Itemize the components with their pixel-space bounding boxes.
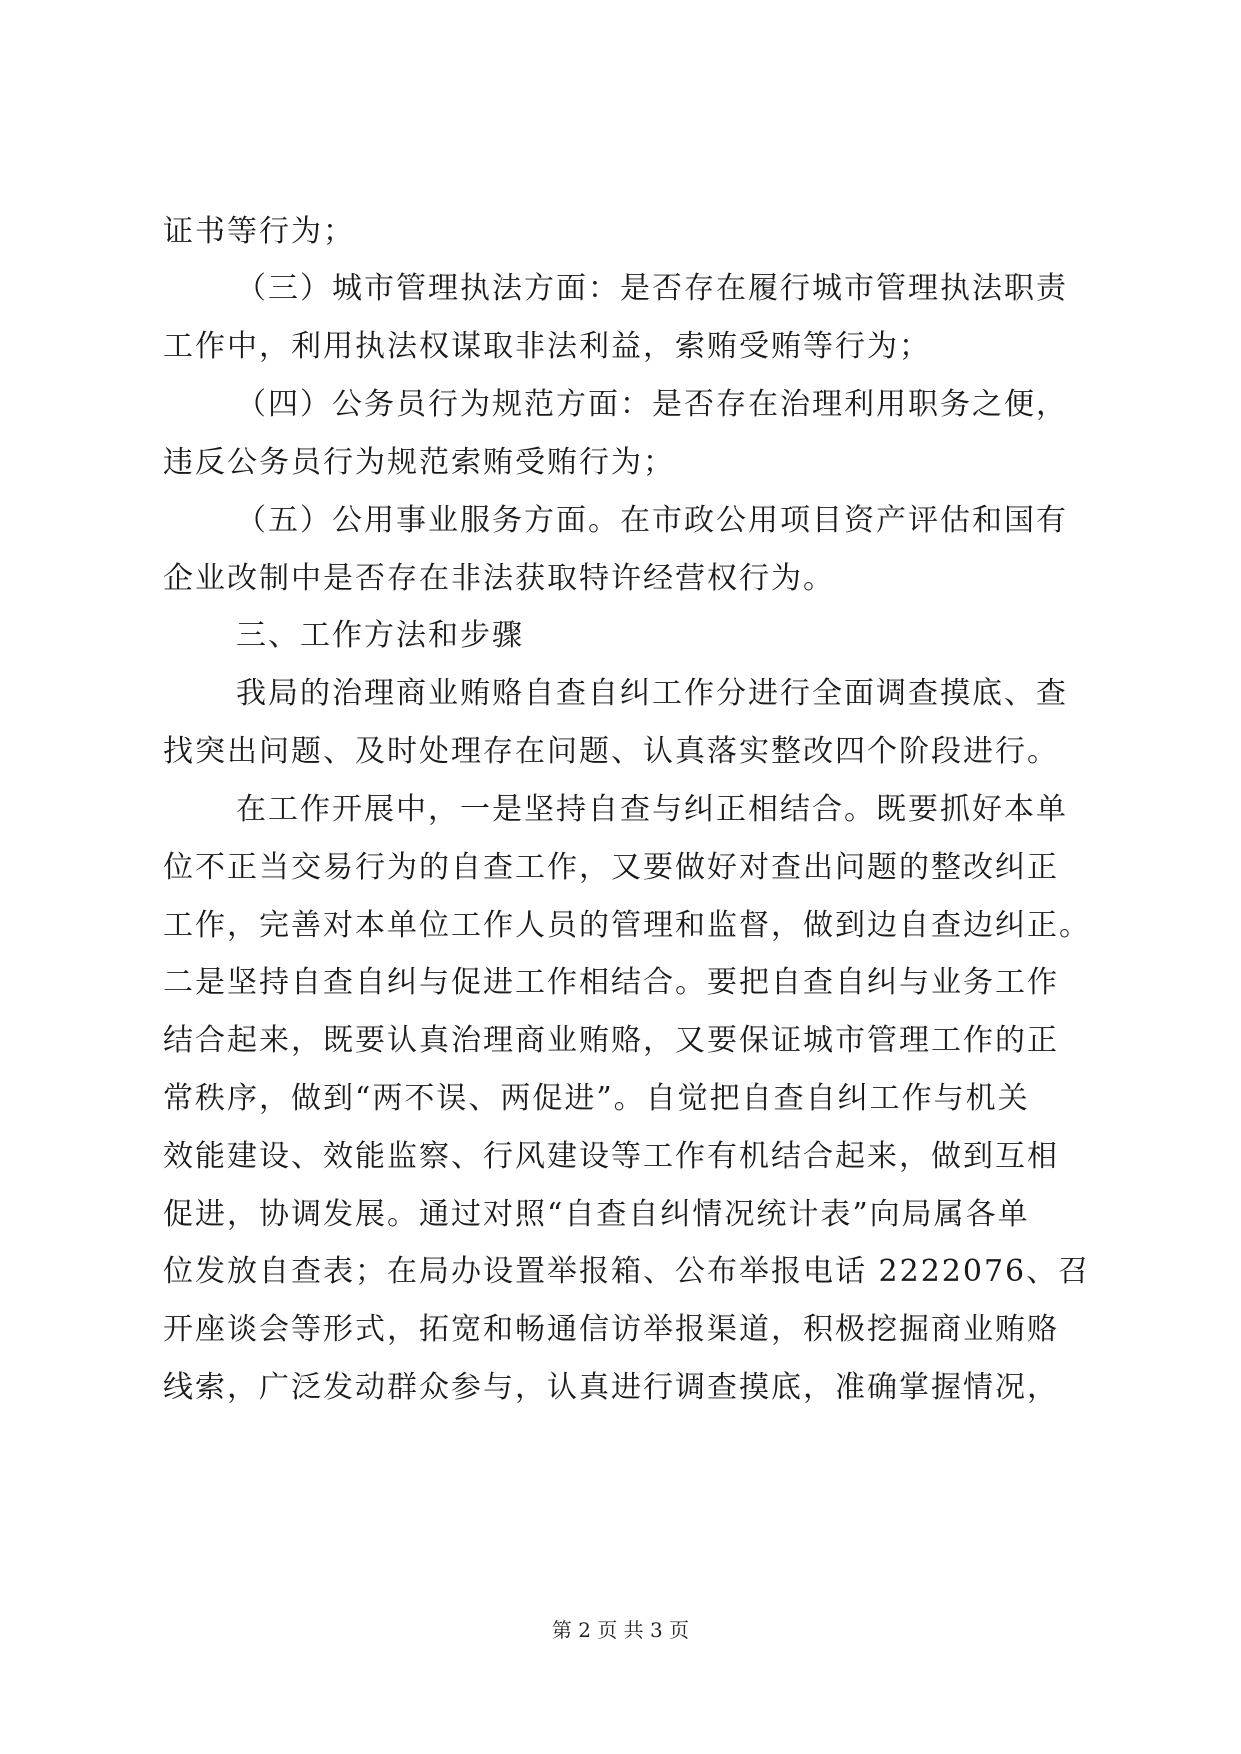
text-line: 线索，广泛发动群众参与，认真进行调查摸底，准确掌握情况， [163,1370,1059,1405]
text-line: 违反公务员行为规范索贿受贿行为； [163,445,675,480]
text-line: 效能建设、效能监察、行风建设等工作有机结合起来，做到互相 [163,1139,1059,1174]
text-line: 开座谈会等形式，拓宽和畅通信访举报渠道，积极挖掘商业贿赂 [163,1312,1059,1347]
text-line: 工作，完善对本单位工作人员的管理和监督，做到边自查边纠正。 [163,908,1091,943]
page-number-footer: 第 2 页 共 3 页 [551,1618,690,1642]
text-line: 工作中，利用执法权谋取非法利益，索贿受贿等行为； [163,329,931,364]
text-line: 企业改制中是否存在非法获取特许经营权行为。 [163,561,835,596]
text-line: 我局的治理商业贿赂自查自纠工作分进行全面调查摸底、查 [236,676,1068,711]
text-line: 位发放自查表；在局办设置举报箱、公布举报电话 2222076、召 [163,1254,1091,1289]
text-line: 促进，协调发展。通过对照“自查自纠情况统计表”向局属各单 [163,1197,1030,1232]
text-line: （五）公用事业服务方面。在市政公用项目资产评估和国有 [236,503,1068,538]
text-line: （三）城市管理执法方面：是否存在履行城市管理执法职责 [236,271,1068,306]
section-heading: 三、工作方法和步骤 [236,618,524,653]
text-line: 证书等行为； [163,214,355,249]
text-line: 常秩序，做到“两不误、两促进”。自觉把自查自纠工作与机关 [163,1081,1030,1116]
text-line: 找突出问题、及时处理存在问题、认真落实整改四个阶段进行。 [163,734,1059,769]
text-line: 结合起来，既要认真治理商业贿赂，又要保证城市管理工作的正 [163,1023,1059,1058]
text-line: 二是坚持自查自纠与促进工作相结合。要把自查自纠与业务工作 [163,965,1059,1000]
text-line: （四）公务员行为规范方面：是否存在治理利用职务之便， [236,387,1068,422]
text-line: 位不正当交易行为的自查工作，又要做好对查出问题的整改纠正 [163,850,1059,885]
text-line: 在工作开展中，一是坚持自查与纠正相结合。既要抓好本单 [236,792,1068,827]
